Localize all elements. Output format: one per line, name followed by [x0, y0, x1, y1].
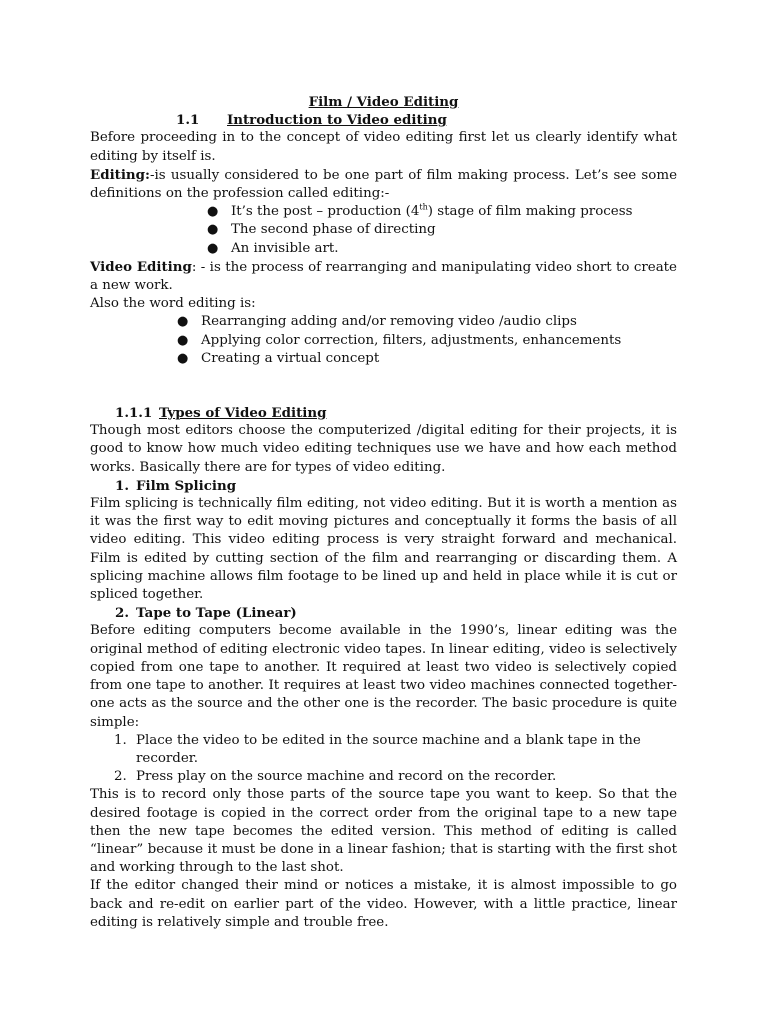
bullet-text: Rearranging adding and/or removing video /audio clips — [201, 314, 577, 330]
type1-title: Film Splicing — [136, 477, 237, 494]
closing-paragraph: If the editor changed their mind or notices a mistake, it is almost impossible to go back and re-edit on earlier part of the video. However, with a little practice, linear editing is relatively simple and trouble free. — [90, 878, 677, 930]
step-number: 2. — [114, 769, 127, 785]
section-heading — [176, 111, 677, 129]
video-editing-term: Video Editing — [90, 258, 192, 275]
intro-paragraph: Before proceeding in to the concept of video editing first let us clearly identify what editing by itself is. — [90, 130, 677, 164]
type1-heading — [115, 477, 677, 495]
subsection-heading — [115, 404, 677, 422]
editing-definition-text: -is usually considered to be one part of film making process. Let’s see some definitions on the profession called editing:- — [90, 167, 677, 202]
bullet-icon: ● — [177, 350, 189, 366]
list-item — [90, 350, 677, 368]
section-title: Introduction to Video editing — [227, 112, 447, 129]
bullet-icon: ● — [177, 332, 189, 348]
list-item — [90, 768, 677, 786]
spacer — [90, 368, 677, 404]
list-item — [90, 313, 677, 331]
bullet-text: Creating a virtual concept — [201, 350, 380, 366]
bullet-text: The second phase of directing — [231, 222, 436, 238]
list-item — [90, 732, 677, 768]
bullet-text: It’s the post – production (4 — [231, 204, 420, 220]
list-item — [90, 203, 677, 221]
editing-bullet-list — [90, 203, 677, 258]
type1-paragraph: Film splicing is technically film editing, not video editing. But it is worth a mention as it was the first way to edit moving pictures and conceptually it forms the basis of all video editing. This video editing process is very straight forward and mechanical. Film is edited by cutting section of the film and rearranging or discarding them. A splicing machine allows film footage to be lined up and held in place while it is cut or spliced together. — [90, 496, 677, 603]
step-text: Press play on the source machine and record on the recorder. — [136, 769, 557, 785]
video-editing-definition-text: : - is the process of rearranging and manipulating video short to create a new work. — [90, 259, 677, 294]
bullet-text: Applying color correction, filters, adjustments, enhancements — [201, 332, 622, 348]
types-intro-paragraph: Though most editors choose the computerized /digital editing for their projects, it is good to know how much video editing techniques use we have and how each method works. Basically there are for types of video editing. — [90, 423, 677, 475]
type2-heading — [115, 604, 677, 622]
type1-number: 1. — [115, 477, 129, 494]
document-page — [90, 93, 677, 932]
subsection-number: 1.1.1 — [115, 405, 153, 422]
list-item — [90, 240, 677, 258]
bullet-text: An invisible art. — [231, 240, 339, 256]
type2-paragraph: Before editing computers become available in the 1990’s, linear editing was the original method of editing electronic video tapes. In linear editing, video is selectively copied from one tape to another. It required at least two video is selectively copied from one tape to another. It requires at least two video machines connected together- one acts as the source and the other one is the recorder. The basic procedure is quite simple: — [90, 623, 677, 730]
list-item — [90, 332, 677, 350]
steps-list — [90, 732, 677, 787]
bullet-text-end: ) stage of film making process — [427, 204, 633, 220]
bullet-icon: ● — [207, 204, 219, 220]
editing-term: Editing: — [90, 166, 150, 183]
list-item — [90, 221, 677, 239]
video-editing-definition — [90, 258, 677, 295]
superscript: th — [419, 202, 428, 212]
bullet-icon: ● — [177, 314, 189, 330]
bullet-icon: ● — [207, 240, 219, 256]
type2-title: Tape to Tape (Linear) — [136, 605, 297, 622]
type2-number: 2. — [115, 605, 129, 622]
subsection-title: Types of Video Editing — [159, 405, 327, 422]
bullet-icon: ● — [207, 222, 219, 238]
step-number: 1. — [114, 732, 127, 748]
also-bullet-list — [90, 313, 677, 368]
also-paragraph: Also the word editing is: — [90, 296, 256, 312]
after-steps-paragraph: This is to record only those parts of the source tape you want to keep. So that the desired footage is copied in the correct order from the original tape to a new tape then the new tape becomes the edited version. This method of editing is called “linear” because it must be done in a linear fashion; that is starting with the first shot and working through to the last shot. — [90, 787, 677, 876]
editing-definition — [90, 166, 677, 203]
step-text: Place the video to be edited in the source machine and a blank tape in the recorder. — [136, 732, 641, 766]
section-number: 1.1 — [176, 112, 200, 129]
document-title: Film / Video Editing — [308, 94, 459, 110]
